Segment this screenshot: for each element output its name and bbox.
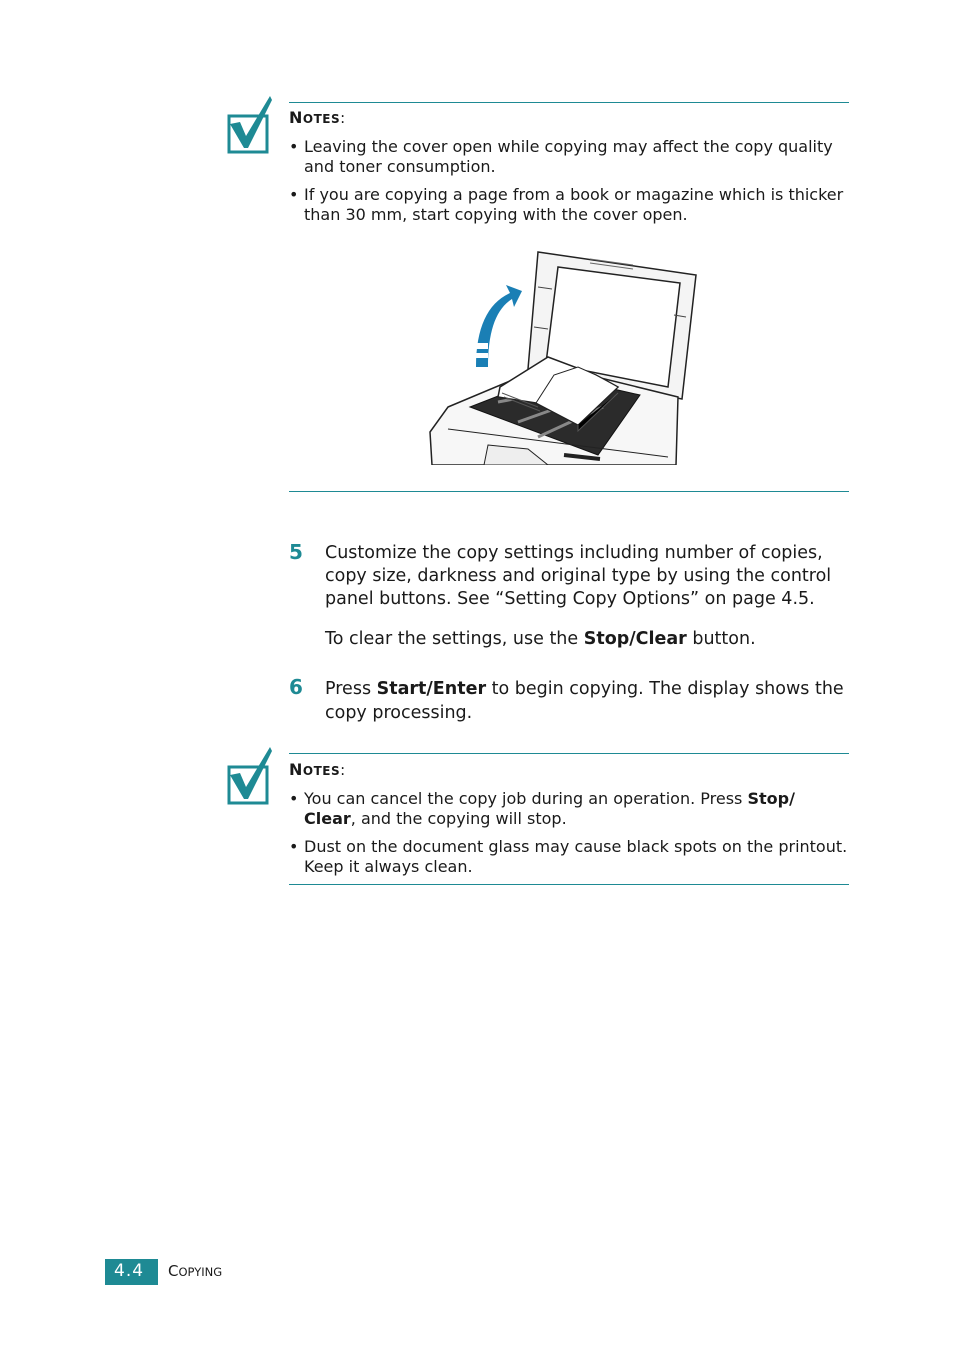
note2-bullet-2: • Dust on the document glass may cause black spots on the printout. Keep it always clean. [289, 837, 848, 876]
note1-bullet-2: • If you are copying a page from a book or magazine which is thicker than 30 mm, start copying with the cover open. [289, 185, 844, 224]
note2-top-rule [289, 753, 849, 754]
page-number: 4.4 [114, 1261, 145, 1281]
note-check-icon [226, 94, 274, 156]
note2-bullet-1: • You can cancel the copy job during an operation. Press Stop/ Clear, and the copying will stop. [289, 789, 795, 828]
scanner-open-cover-illustration [428, 247, 700, 465]
note2-bottom-rule [289, 884, 849, 885]
note2-title: NOTES: [289, 760, 346, 779]
step-5-text: Customize the copy settings including number of copies, copy size, darkness and original type by using the control panel buttons. See “Setting Copy Options” on page 4.5. [325, 543, 832, 609]
step-6-text: Press Start/Enter to begin copying. The display shows the copy processing. [325, 679, 844, 723]
step-5-number: 5 [289, 540, 303, 564]
step-6-number: 6 [289, 675, 303, 699]
chapter-title: COPYING [168, 1262, 223, 1280]
note1-bullet-1: • Leaving the cover open while copying may affect the copy quality and toner consumption. [289, 137, 833, 176]
note1-top-rule [289, 102, 849, 103]
note1-bottom-rule [289, 491, 849, 492]
note-check-icon [226, 745, 274, 807]
step-5-subtext: To clear the settings, use the Stop/Clear button. [325, 629, 756, 649]
note1-title: NOTES: [289, 108, 346, 127]
